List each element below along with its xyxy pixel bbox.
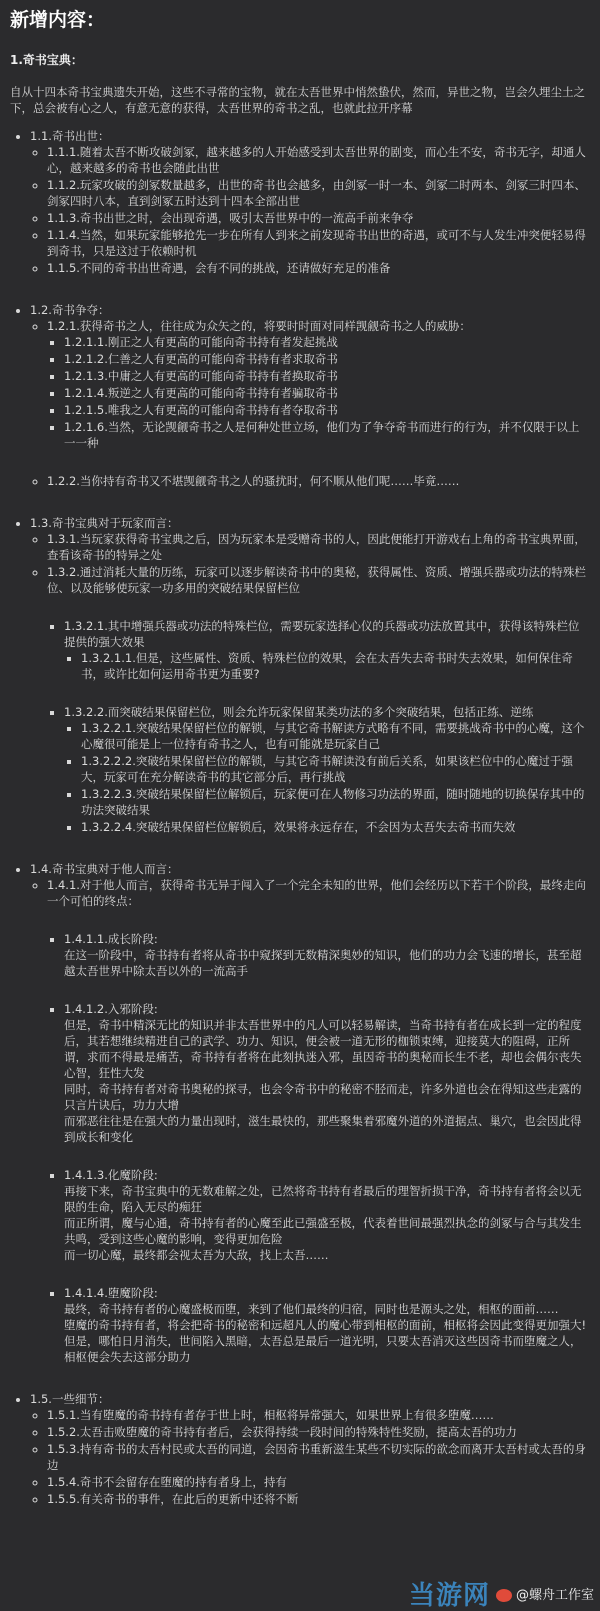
section-1-4 xyxy=(30,861,590,1365)
stage-label: ▪ 1.4.1.3.化魔阶段: xyxy=(64,1168,158,1182)
list-item: ▪ 1.2.1.1.刚正之人有更高的可能向奇书持有者发起挑战 xyxy=(64,334,590,350)
list-item xyxy=(47,564,590,835)
list-item: ◦ 1.5.5.有关奇书的事件，在此后的更新中还将不断 xyxy=(47,1491,590,1507)
list-item: ◦ 1.3.1.当玩家获得奇书宝典之后，因为玩家本是受赠奇书的人，因此便能打开游戏右上角的奇书宝典界面，查看该奇书的特异之处 xyxy=(47,531,590,563)
list-item xyxy=(64,618,590,682)
list-item: ▪ 1.2.1.5.唯我之人有更高的可能向奇书持有者夺取奇书 xyxy=(64,402,590,418)
stage-label: ▪ 1.4.1.4.堕魔阶段: xyxy=(64,1286,158,1300)
site-logo: 当游网 xyxy=(408,1581,490,1611)
list-item: ▪ 1.3.2.2.1.突破结果保留栏位的解锁，与其它奇书解读方式略有不同，需要挑战奇书中的心魔，这个心魔很可能是上一位持有奇书之人，也有可能就是玩家自己 xyxy=(81,720,590,752)
weibo-icon xyxy=(496,1589,512,1602)
stage-text: 但是，奇书中精深无比的知识并非太吾世界中的凡人可以轻易解读，当奇书持有者在成长到一定的程度后，其若想继续精进自己的武学、功力、知识，便会被一道无形的枷锁束缚，迎接莫大的阻碍，正所谓，求而不得最是痛苦，奇书持有者将在此刻执迷入邪，虽因奇书的奥秘而长生不老，却也会偶尔丧失心智，狂性大发 xyxy=(64,1018,582,1080)
section-1-4-label: • 1.4.奇书宝典对于他人而言： xyxy=(30,862,179,876)
stage-text: 但是，哪怕日月消失，世间陷入黑暗，太吾总是最后一道光明，只要太吾消灭这些因奇书而堕魔之人，相枢便会失去这部分助力 xyxy=(64,1334,582,1364)
stage-text: 在这一阶段中，奇书持有者将从奇书中窥探到无数精深奥妙的知识，他们的功力会飞速的增长，甚至超越太吾世界中除太吾以外的一流高手 xyxy=(64,948,582,978)
list-item: ◦ 1.2.2.当你持有奇书又不堪觊觎奇书之人的骚扰时，何不顺从他们呢……毕竟…… xyxy=(47,473,590,489)
intro-paragraph: 自从十四本奇书宝典遗失开始，这些不寻常的宝物，就在太吾世界中悄然蛰伏，然而，异世之物，岂会久埋尘土之下，总会被有心之人，有意无意的获得，太吾世界的奇书之乱，也就此拉开序幕 xyxy=(10,85,585,115)
list-item: ◦ 1.5.2.太吾击败堕魔的奇书持有者后，会获得持续一段时间的特殊特性奖励，提高太吾的功力 xyxy=(47,1424,590,1440)
list-item: ▪ 1.3.2.2.3.突破结果保留栏位解锁后，玩家便可在人物修习功法的界面，随时随地的切换保存其中的功法突破结果 xyxy=(81,786,590,818)
page-title: 新增内容： xyxy=(10,9,106,31)
section-1-2 xyxy=(30,302,590,489)
weibo-handle xyxy=(496,1588,594,1604)
section-1-3 xyxy=(30,515,590,835)
stage-text: 而邪恶往往是在强大的力量出现时，滋生最快的，那些聚集着邪魔外道的外道据点、巢穴，也会因此得到成长和变化 xyxy=(64,1114,582,1144)
item-label: ◦ 1.2.1.获得奇书之人，往往成为众矢之的，将要时时面对同样觊觎奇书之人的威胁： xyxy=(47,319,471,333)
stage-text: 同时，奇书持有者对奇书奥秘的探寻，也会令奇书中的秘密不胫而走，许多外道也会在得知这些走露的只言片诀后，功力大增 xyxy=(64,1082,582,1112)
stage-label: ▪ 1.4.1.2.入邪阶段: xyxy=(64,1002,158,1016)
item-label: ▪ 1.3.2.1.其中增强兵器或功法的特殊栏位，需要玩家选择心仪的兵器或功法放置其中，获得该特殊栏位提供的强大效果 xyxy=(64,619,580,649)
stage-item xyxy=(64,1285,590,1365)
section-1-1 xyxy=(30,128,590,276)
list-item: ◦ 1.5.3.持有奇书的太吾村民或太吾的同道，会因奇书重新滋生某些不切实际的欲念而离开太吾村或太吾的身边 xyxy=(47,1441,590,1473)
item-label: ◦ 1.4.1.对于他人而言，获得奇书无异于闯入了一个完全未知的世界，他们会经历以下若干个阶段，最终走向一个可怕的终点： xyxy=(47,878,586,908)
stage-item xyxy=(64,1167,590,1263)
list-item: ▪ 1.3.2.1.1.但是，这些属性、资质、特殊栏位的效果，会在太吾失去奇书时失去效果，如何保住奇书，或许比如何运用奇书更为重要? xyxy=(81,650,590,682)
list-item: ◦ 1.1.1.随着太吾不断攻破剑冢，越来越多的人开始感受到太吾世界的剧变，而心生不安，奇书无字，却通人心，越来越多的奇书也会随此出世 xyxy=(47,144,590,176)
stage-text: 堕魔的奇书持有者，将会把奇书的秘密和远超凡人的魔心带到相枢的面前，相枢将会因此变得更加强大! xyxy=(64,1318,587,1332)
list-item: ▪ 1.3.2.2.4.突破结果保留栏位解锁后，效果将永远存在，不会因为太吾失去奇书而失效 xyxy=(81,819,590,835)
list-item: ▪ 1.2.1.2.仁善之人有更高的可能向奇书持有者求取奇书 xyxy=(64,351,590,367)
stage-text: 最终，奇书持有者的心魔盛极而堕，来到了他们最终的归宿，同时也是源头之处，相枢的面前…… xyxy=(64,1302,559,1316)
section-1-5 xyxy=(30,1391,590,1507)
stage-label: ▪ 1.4.1.1.成长阶段: xyxy=(64,932,158,946)
list-item xyxy=(47,318,590,451)
list-item: ▪ 1.2.1.3.中庸之人有更高的可能向奇书持有者换取奇书 xyxy=(64,368,590,384)
list-item: ◦ 1.1.2.玩家攻破的剑冢数量越多，出世的奇书也会越多，由剑冢一时一本、剑冢二时两本、剑冢三时四本、剑冢四时八本，直到剑冢五时达到十四本全部出世 xyxy=(47,177,590,209)
list-item xyxy=(64,704,590,835)
list-item: ◦ 1.1.3.奇书出世之时，会出现奇遇，吸引太吾世界中的一流高手前来争夺 xyxy=(47,210,590,226)
list-item xyxy=(47,877,590,1365)
list-item: ◦ 1.5.4.奇书不会留存在堕魔的持有者身上，持有 xyxy=(47,1474,590,1490)
section-1-5-label: • 1.5.一些细节： xyxy=(30,1392,110,1406)
section-1-3-label: • 1.3.奇书宝典对于玩家而言： xyxy=(30,516,179,530)
section-1-1-label: • 1.1.奇书出世： xyxy=(30,129,110,143)
section-heading: 1.奇书宝典： xyxy=(10,53,83,67)
item-label: ▪ 1.3.2.2.而突破结果保留栏位，则会允许玩家保留某类功法的多个突破结果，包括正练、逆练 xyxy=(64,705,534,719)
stage-item xyxy=(64,1001,590,1145)
list-item: ◦ 1.1.4.当然，如果玩家能够抢先一步在所有人到来之前发现奇书出世的奇遇，或可不与人发生冲突便轻易得到奇书，只是这过于依赖时机 xyxy=(47,227,590,259)
list-item: ▪ 1.2.1.6.当然，无论觊觎奇书之人是何种处世立场，他们为了争夺奇书而进行的行为，并不仅限于以上一一种 xyxy=(64,419,590,451)
item-label: ◦ 1.3.2.通过消耗大量的历练，玩家可以逐步解读奇书中的奥秘，获得属性、资质、增强兵器或功法的特殊栏位、以及能够使玩家一功多用的突破结果保留栏位 xyxy=(47,565,586,595)
list-item: ▪ 1.2.1.4.叛逆之人有更高的可能向奇书持有者骗取奇书 xyxy=(64,385,590,401)
stage-text: 而一切心魔，最终都会视太吾为大敌，找上太吾…… xyxy=(64,1248,329,1262)
list-item: ◦ 1.5.1.当有堕魔的奇书持有者存于世上时，相枢将异常强大，如果世界上有很多堕魔…… xyxy=(47,1407,590,1423)
stage-text: 而正所谓，魔与心通，奇书持有者的心魔至此已强盛至极，代表着世间最强烈执念的剑冢与合与其发生共鸣，受到这些心魔的影响，变得更加危险 xyxy=(64,1216,582,1246)
watermark xyxy=(408,1581,594,1611)
list-item: ▪ 1.3.2.2.2.突破结果保留栏位的解锁，与其它奇书解读没有前后关系，如果该栏位中的心魔过于强大，玩家可在充分解读奇书的其它部分后，再行挑战 xyxy=(81,753,590,785)
stage-text: 再接下来，奇书宝典中的无数难解之处，已然将奇书持有者最后的理智折损干净，奇书持有者将会以无限的生命，陷入无尽的痴狂 xyxy=(64,1184,582,1214)
weibo-handle-text: @螺舟工作室 xyxy=(515,1588,594,1603)
section-1-2-label: • 1.2.奇书争夺： xyxy=(30,303,110,317)
stage-item xyxy=(64,931,590,979)
list-item: ◦ 1.1.5.不同的奇书出世奇遇，会有不同的挑战，还请做好充足的准备 xyxy=(47,260,590,276)
outline-list xyxy=(10,128,590,1507)
